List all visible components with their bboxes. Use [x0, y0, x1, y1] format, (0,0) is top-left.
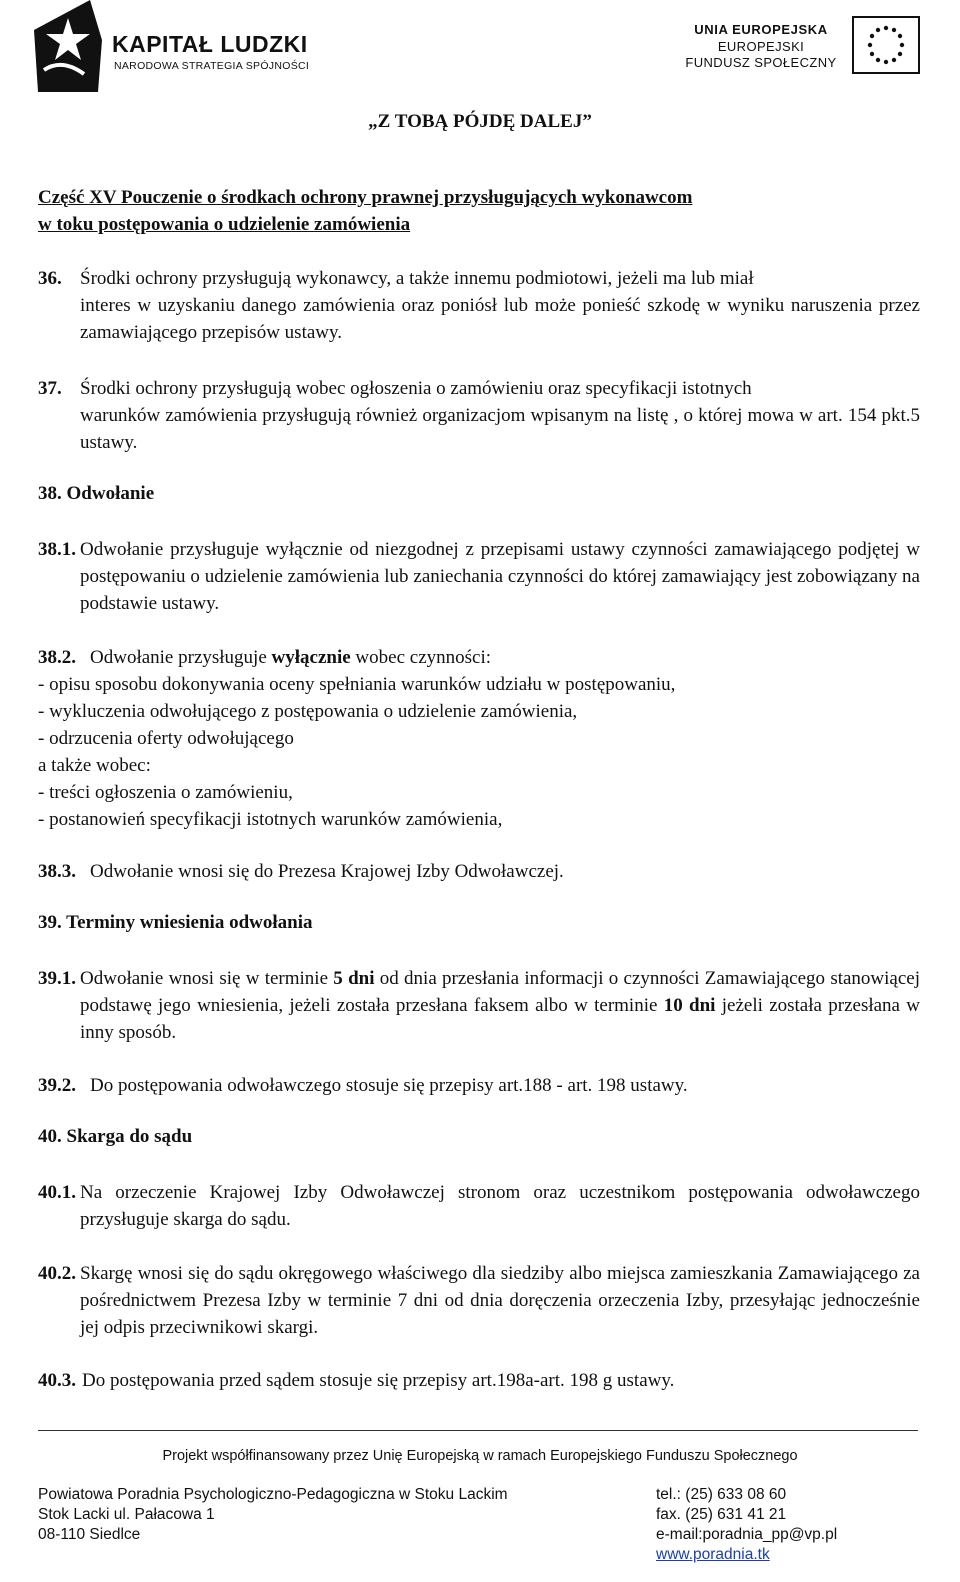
item-37-text: warunków zamówienia przysługują również organizacjom wpisanym na listę , o której mowa w art. 154 pkt.5 ustawy.: [80, 405, 920, 453]
item-38-2-list-item: - odrzucenia oferty odwołującego: [38, 728, 294, 749]
item-38-3-text: Odwołanie wnosi się do Prezesa Krajowej Izby Odwoławczej.: [90, 861, 564, 882]
footer-org-name: Powiatowa Poradnia Psychologiczno-Pedagogiczna w Stoku Lackim: [38, 1486, 508, 1503]
item-40-1-number: 40.1.: [38, 1182, 76, 1203]
footer-tel: tel.: (25) 633 08 60: [656, 1486, 787, 1503]
item-39-1-days-10: 10 dni: [663, 995, 716, 1016]
item-39-2-number: 39.2.: [38, 1075, 76, 1096]
kapital-ludzki-title: KAPITAŁ LUDZKI: [112, 31, 308, 57]
item-38-2-list-item: - wykluczenia odwołującego z postępowania o udzielenie zamówienia,: [38, 701, 578, 722]
footer-project-note: Projekt współfinansowany przez Unię Europejską w ramach Europejskiego Funduszu Społecznego: [162, 1448, 798, 1464]
item-36-text: interes w uzyskaniu danego zamówienia oraz poniósł lub może ponieść szkodę w wyniku naruszenia przez zamawiającego przepisów ustawy.: [80, 295, 920, 343]
item-38-1-text: Odwołanie przysługuje wyłącznie od niezgodnej z przepisami ustawy czynności zamawiającego podjętej w postępowaniu o udzielenie zamówienia lub zaniechania czynności do której zamawiający jest zobowiązany na podstawie ustawy.: [80, 539, 920, 614]
item-38-2-list-item: - postanowień specyfikacji istotnych warunków zamówienia,: [38, 809, 503, 830]
item-40-1-text: Na orzeczenie Krajowej Izby Odwoławczej stronom oraz uczestnikom postępowania odwoławczego przysługuje skarga do sądu.: [80, 1182, 920, 1230]
section-40-title: 40. Skarga do sądu: [38, 1126, 193, 1147]
footer-website-link[interactable]: www.poradnia.tk: [656, 1546, 770, 1563]
part-heading-line1: Część XV Pouczenie o środkach ochrony prawnej przysługujących wykonawcom: [38, 187, 693, 208]
item-38-2-list-item: - opisu sposobu dokonywania oceny spełniania warunków udziału w postępowaniu,: [38, 674, 676, 695]
item-39-1-days-5: 5 dni: [333, 968, 375, 989]
item-39-1-part-c: od dnia przesłania informacji o czynności Zamawiającego stanowiącej podstawę jego wniesienia, jeżeli została przesłana faksem albo w terminie: [80, 968, 921, 1016]
item-40-3-number: 40.3.: [38, 1370, 76, 1391]
section-38-title: 38. Odwołanie: [38, 483, 155, 504]
section-39-title: 39. Terminy wniesienia odwołania: [38, 912, 313, 933]
eu-flag-icon: [852, 16, 920, 74]
footer-street: Stok Lacki ul. Pałacowa 1: [38, 1506, 215, 1523]
eu-label-line2: EUROPEJSKI: [717, 39, 805, 54]
item-38-2-pre: Odwołanie przysługuje: [90, 647, 272, 668]
item-39-2-text: Do postępowania odwoławczego stosuje się przepisy art.188 - art. 198 ustawy.: [90, 1075, 688, 1096]
footer-fax: fax. (25) 631 41 21: [656, 1506, 787, 1523]
kapital-ludzki-logo: [28, 0, 108, 95]
item-38-2-text: [90, 644, 491, 671]
eu-label-line3: FUNDUSZ SPOŁECZNY: [685, 55, 837, 70]
item-39-1-text: [80, 965, 920, 1046]
item-37-number: 37.: [38, 378, 62, 399]
item-40-2-text: Skargę wnosi się do sądu okręgowego właściwego dla siedziby albo miejsca zamieszkania Zamawiającego za pośrednictwem Prezesa Izby w terminie 7 dni od dnia doręczenia orzeczenia Izby, przesyłając jednocześnie jej odpis przeciwnikowi skargi.: [80, 1263, 920, 1338]
eu-label-line1: UNIA EUROPEJSKA: [694, 22, 828, 37]
item-38-2-list-item: - treści ogłoszenia o zamówieniu,: [38, 782, 293, 803]
part-heading-line2: w toku postępowania o udzielenie zamówienia: [38, 214, 411, 235]
item-38-3-number: 38.3.: [38, 861, 76, 882]
item-38-2-number: 38.2.: [38, 647, 76, 668]
item-39-1-part-e: jeżeli została przesłana w inny sposób.: [80, 995, 921, 1043]
footer-divider: [38, 1430, 918, 1431]
footer-city: 08-110 Siedlce: [38, 1526, 141, 1543]
footer-email: e-mail:poradnia_pp@vp.pl: [656, 1526, 838, 1543]
item-38-2-bold: wyłącznie: [271, 647, 351, 668]
item-37-first-line: Środki ochrony przysługują wobec ogłoszenia o zamówieniu oraz specyfikacji istotnych: [80, 378, 752, 399]
kapital-ludzki-subtitle: NARODOWA STRATEGIA SPÓJNOŚCI: [114, 60, 310, 72]
item-38-2-list-item: a także wobec:: [38, 755, 151, 776]
item-39-1-number: 39.1.: [38, 968, 76, 989]
item-36-first-line: Środki ochrony przysługują wykonawcy, a także innemu podmiotowi, jeżeli ma lub miał: [80, 268, 754, 289]
item-36-number: 36.: [38, 268, 62, 289]
item-38-2-post: wobec czynności:: [350, 647, 492, 668]
item-40-3-text: Do postępowania przed sądem stosuje się przepisy art.198a-art. 198 g ustawy.: [82, 1370, 675, 1391]
motto: „Z TOBĄ PÓJDĘ DALEJ”: [368, 111, 592, 132]
item-39-1-part-a: Odwołanie wnosi się w terminie: [80, 968, 334, 989]
item-38-1-number: 38.1.: [38, 539, 76, 560]
item-40-2-number: 40.2.: [38, 1263, 76, 1284]
